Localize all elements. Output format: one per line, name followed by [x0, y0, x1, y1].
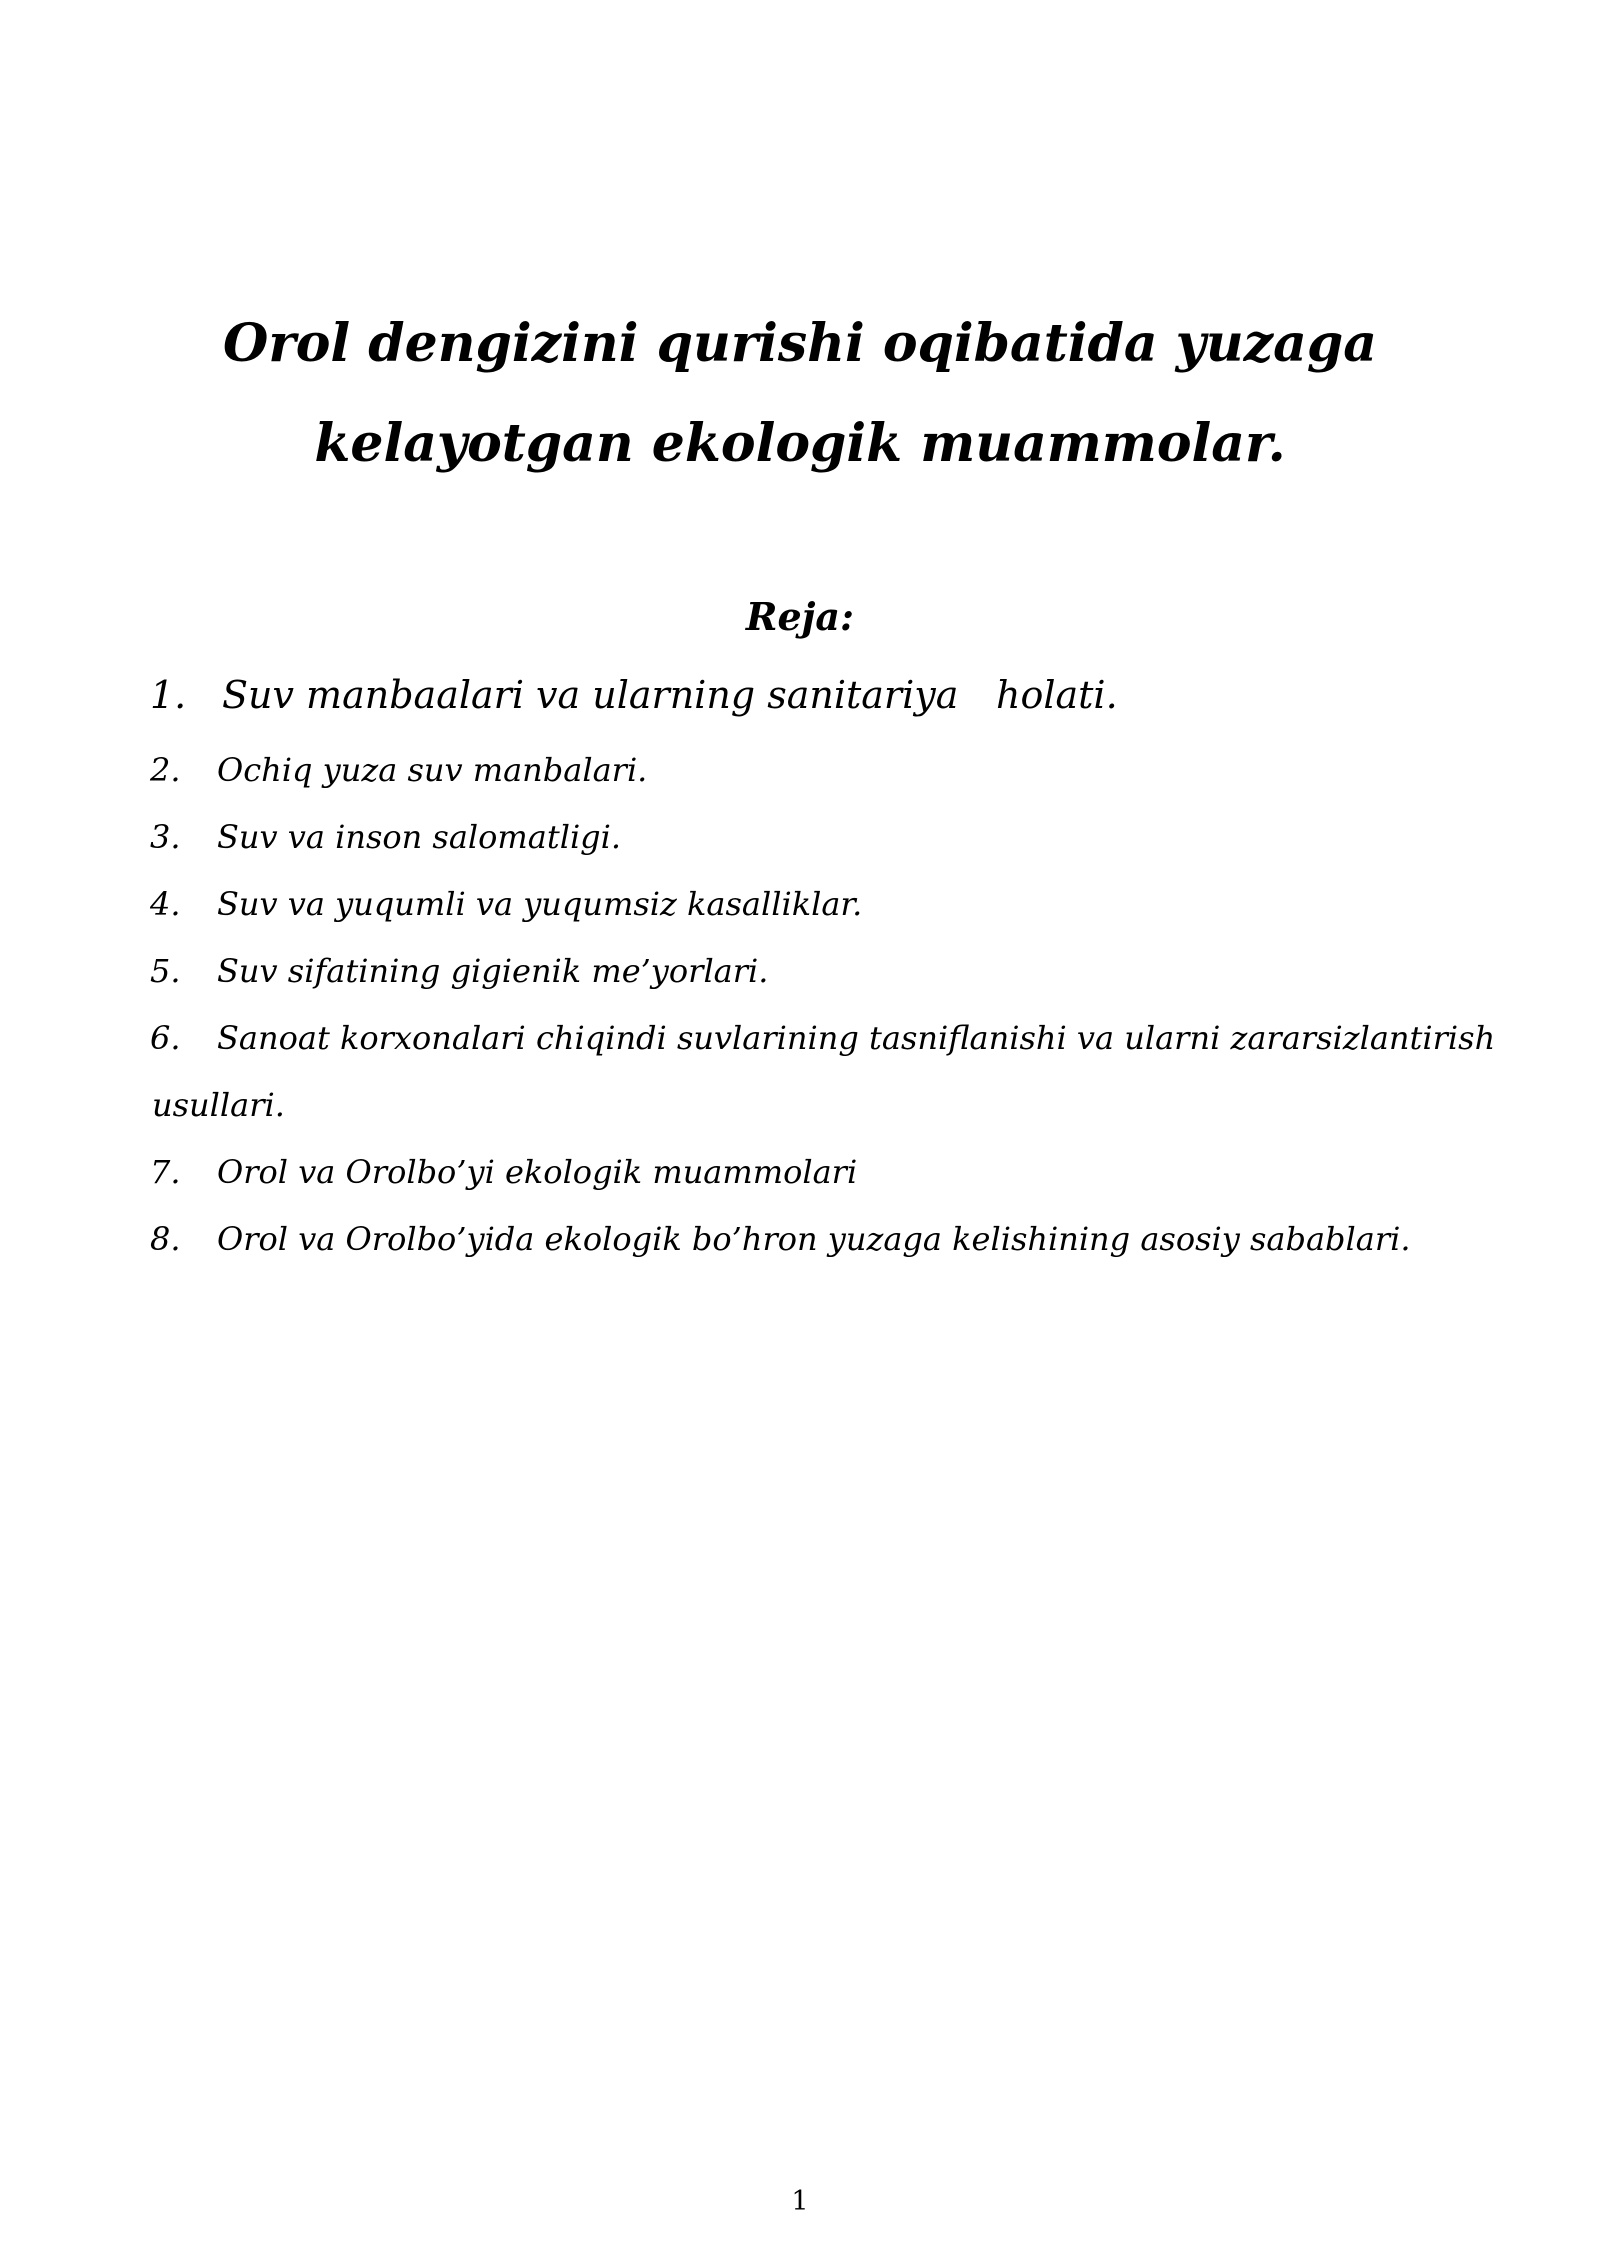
plan-item-text: Suv va inson salomatligi.: [217, 818, 622, 856]
plan-item-text: Orol va Orolbo’yida ekologik bo’hron yuzaga kelishining asosiy sabablari.: [217, 1220, 1411, 1258]
plan-item-text: Sanoat korxonalari chiqindi suvlarining tasniflanishi va ularni zararsizlantirish: [217, 1019, 1496, 1057]
plan-item-text: Orol va Orolbo’yi ekologik muammolari: [217, 1153, 858, 1191]
plan-item-number: 8.: [150, 1220, 181, 1258]
plan-item-number: 4.: [150, 885, 181, 923]
plan-item-number: 7.: [150, 1153, 181, 1191]
plan-item-number: 6.: [150, 1019, 181, 1057]
plan-heading: Reja:: [745, 594, 855, 639]
plan-item-number: 3.: [150, 818, 181, 856]
plan-item-number: 5.: [150, 952, 181, 990]
title-line-1: Orol dengizini qurishi oqibatida yuzaga: [223, 313, 1377, 374]
plan-item-6-continuation: usullari.: [152, 1086, 285, 1124]
plan-item-text: Suv va yuqumli va yuqumsiz kasalliklar.: [217, 885, 863, 923]
plan-item-number: 2.: [150, 751, 181, 789]
plan-item-text: Suv manbaalari va ularning sanitariya: [222, 673, 959, 717]
plan-item-text: Suv sifatining gigienik me’yorlari.: [217, 952, 769, 990]
plan-item-text-tail: holati.: [996, 673, 1118, 717]
plan-item-number: 1.: [150, 673, 187, 717]
page-number: 1: [791, 2186, 809, 2217]
title-line-2: kelayotgan ekologik muammolar.: [314, 413, 1286, 474]
plan-item-text: Ochiq yuza suv manbalari.: [217, 751, 648, 789]
